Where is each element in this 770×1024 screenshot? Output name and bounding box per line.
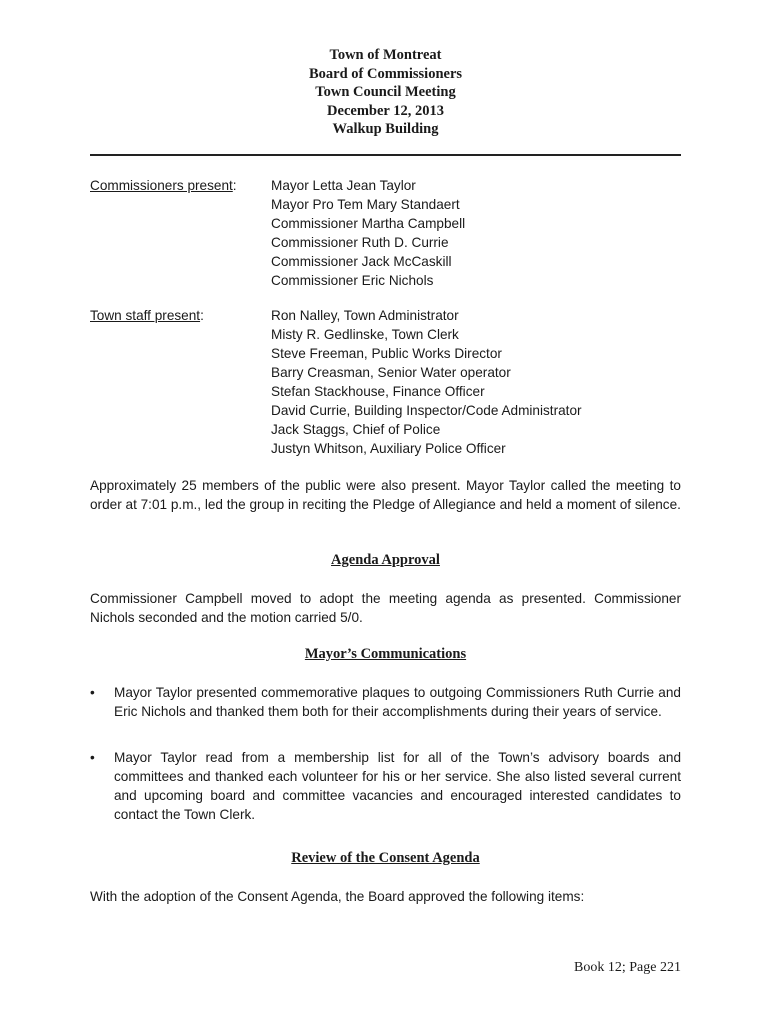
list-item: Commissioner Eric Nichols	[271, 273, 434, 288]
header-divider	[90, 154, 681, 156]
document-header	[90, 46, 681, 139]
bullet-icon: •	[90, 685, 95, 700]
list-item: Jack Staggs, Chief of Police	[271, 422, 441, 437]
consent-agenda-text: With the adoption of the Consent Agenda, the Board approved the following items:	[90, 889, 585, 904]
consent-agenda-heading: Review of the Consent Agenda	[291, 850, 480, 866]
mayors-communications-heading: Mayor’s Communications	[304, 646, 467, 662]
list-item: Commissioner Martha Campbell	[271, 216, 466, 231]
list-item: Barry Creasman, Senior Water operator	[271, 365, 511, 380]
staff-label: Town staff present:	[90, 308, 204, 323]
list-item: Stefan Stackhouse, Finance Officer	[271, 384, 485, 399]
list-item: Commissioner Ruth D. Currie	[271, 235, 449, 250]
list-item: Misty R. Gedlinske, Town Clerk	[271, 327, 459, 342]
list-item: Mayor Letta Jean Taylor	[271, 178, 416, 193]
agenda-approval-heading: Agenda Approval	[331, 552, 440, 568]
bullet-icon: •	[90, 750, 95, 765]
header-meeting: Town Council Meeting	[315, 84, 456, 100]
opening-paragraph: Approximately 25 members of the public were also present. Mayor Taylor called the meeting to order at 7:01 p.m., led the group in reciting the Pledge of Allegiance and held a moment of silence.	[90, 478, 681, 512]
commissioners-label: Commissioners present:	[90, 178, 237, 193]
agenda-approval-text: Commissioner Campbell moved to adopt the meeting agenda as presented. Commissioner Nichols seconded and the motion carried 5/0.	[90, 591, 681, 625]
list-item: Ron Nalley, Town Administrator	[271, 308, 459, 323]
list-item: David Currie, Building Inspector/Code Administrator	[271, 403, 582, 418]
list-item: Commissioner Jack McCaskill	[271, 254, 452, 269]
list-item: Steve Freeman, Public Works Director	[271, 346, 502, 361]
list-item: Justyn Whitson, Auxiliary Police Officer	[271, 441, 506, 456]
commissioners-list	[271, 176, 465, 290]
header-location: Walkup Building	[332, 121, 439, 137]
staff-list	[271, 306, 582, 458]
bullet-text: Mayor Taylor read from a membership list for all of the Town’s advisory boards and committees and thanked each volunteer for his or her service. She also listed several current and upcoming board and committee vacancies and encouraged interested candidates to contact the Town Clerk.	[114, 750, 681, 822]
header-board: Board of Commissioners	[308, 65, 463, 82]
header-date: December 12, 2013	[327, 102, 444, 119]
list-item: Mayor Pro Tem Mary Standaert	[271, 197, 460, 212]
bullet-text: Mayor Taylor presented commemorative plaques to outgoing Commissioners Ruth Currie and Eric Nichols and thanked them both for their accomplishments during their years of service.	[114, 685, 681, 719]
header-town: Town of Montreat	[329, 47, 442, 63]
page-footer: Book 12; Page 221	[574, 960, 681, 975]
